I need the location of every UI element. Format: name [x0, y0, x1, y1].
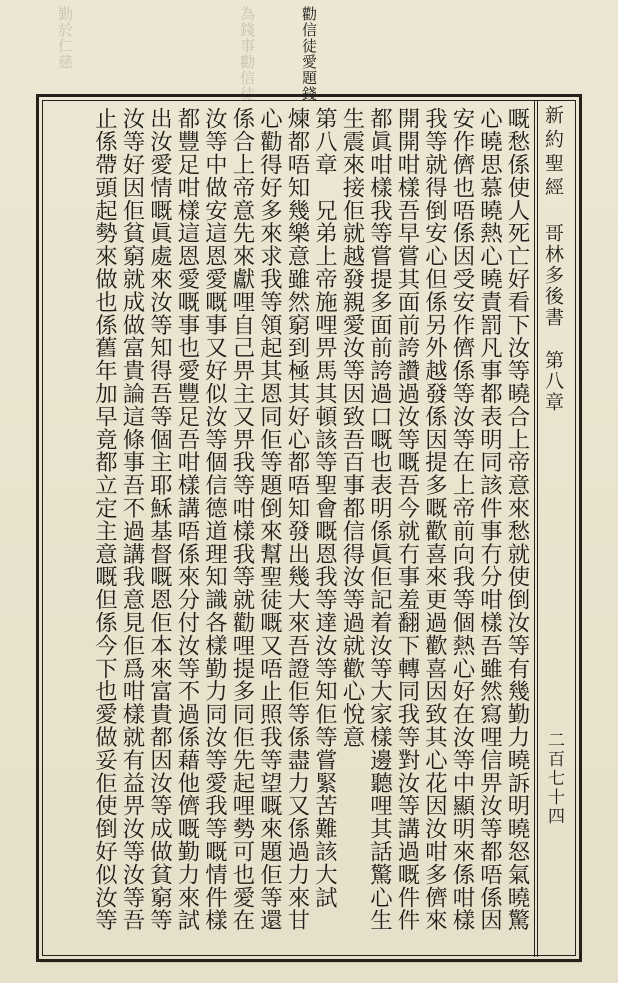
chapter-heading: 第八章 [542, 350, 564, 413]
text-column: 出汝愛情嘅眞處來汝等知得吾等個主耶穌基督嘅恩佢本來富貴都因汝等成做貧窮等 [146, 107, 173, 932]
text-column: 止係帶頭起勢來做也係舊年加早竟都立定主意嘅但係今下也愛做妥佢使倒好似汝等 [91, 107, 118, 932]
text-column: 都豐足咁樣這恩愛嘅事也愛豐足吾咁樣講唔係來分付汝等不過係藉他儕嘅勤力來試 [174, 107, 200, 932]
header-rule [537, 101, 538, 957]
text-column: 煉都唔知幾樂意雖然窮到極其好心都唔知發出幾大來吾證佢等係盡力又係過力來甘 [284, 107, 310, 932]
text-column: 心曉思慕曉熱心曉責罰凡事都表明同該件事冇分咁樣吾雖然寫哩信畀汝等都唔係因 [476, 107, 503, 932]
text-column: 第八章 兄弟上帝施哩畀馬其頓該等聖會嘅恩我等達汝等知佢等嘗緊苦難該大試 [311, 107, 338, 909]
ghost-note-bleed-through: 勤於仁慈 [56, 6, 74, 70]
text-column: 汝等好因佢貧窮就成做富貴論這條事吾不過講我意見佢爲咁樣就有益畀汝等汝等吾 [119, 107, 145, 932]
text-column: 嘅愁係使人死亡好看下汝等曉合上帝意來愁就使倒汝等有幾勤力曉訴明曉怒氣曉驚 [504, 107, 530, 932]
body-text [40, 107, 530, 953]
header-rule [534, 101, 535, 957]
text-column: 我等就得倒安心但係另外越發係因提多嘅歡喜來更過歡喜因致其心花因汝咁多儕來 [421, 107, 448, 932]
running-header [543, 105, 567, 953]
text-column: 汝等中做安這恩愛嘅事又好似汝等個信德道理知識各樣勤力同汝等愛我等嘅情件樣 [201, 107, 228, 932]
text-column: 係合上帝意先來獻哩自己畀主又畀我等咁樣我等就勸哩提多同佢先起哩勢可也愛在 [229, 107, 255, 932]
text-column: 心勸得好多來求我等領起其恩同佢等題倒來幫聖徒嘅又唔止照我等望嘅來題佢等還 [256, 107, 283, 932]
book-title: 新約聖經 [542, 105, 564, 201]
page-number: 二百七十四 [544, 731, 564, 826]
text-column: 都眞咁樣我等嘗提多面前誇過口嘅也表明係眞佢記着汝等大家樣邊聽哩其話驚心生 [366, 107, 393, 932]
text-column: 開開咁樣吾早嘗其面前誇讚過汝等嘅吾今就冇事羞翻下轉同我等對汝等講過嘅件件 [394, 107, 420, 932]
text-column: 生震來接佢就越發親愛汝等因致吾百事都信得汝等過就歡心悅意 [339, 107, 365, 749]
text-column: 安作儕也唔係因受安作儕係等汝等在上帝前向我等個熱心好在汝等中顯明來係咁樣 [449, 107, 475, 932]
page-frame [36, 94, 582, 962]
ghost-note-bleed-through: 為錢事勸信徒 [238, 6, 256, 102]
margin-note: 勸信徒愛題錢 [300, 6, 318, 102]
book-name: 哥林多後書 [542, 223, 564, 328]
page-edge [40, 962, 580, 971]
